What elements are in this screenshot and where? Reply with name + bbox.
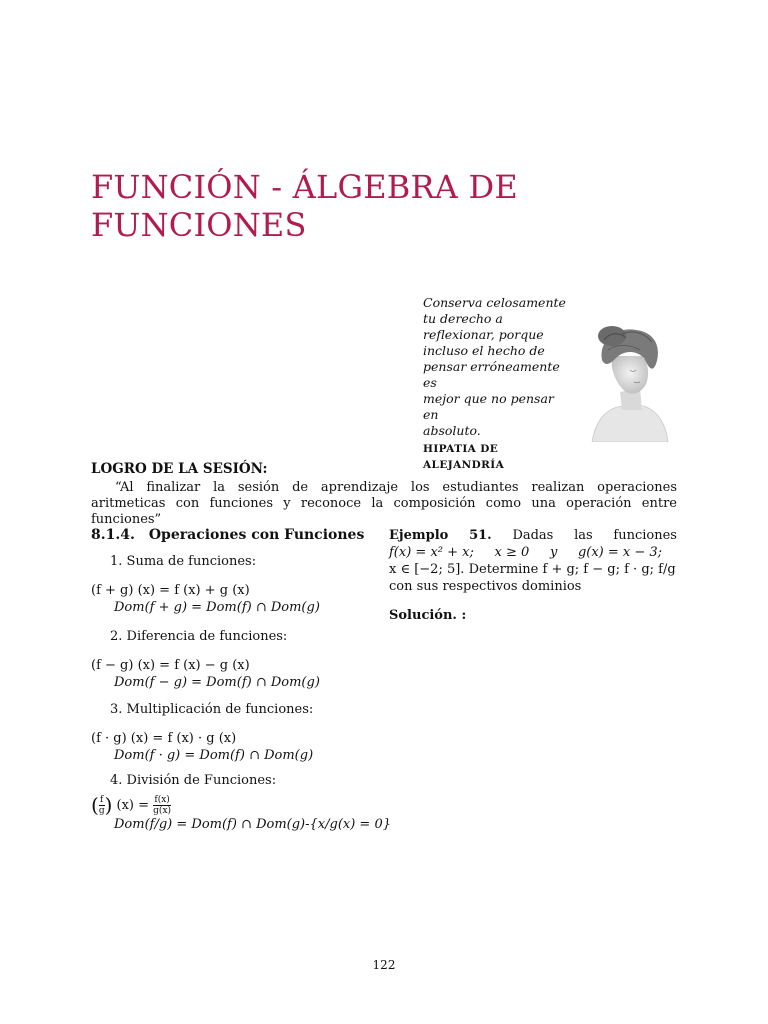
fraction [153,795,171,816]
operation-sum [91,553,371,616]
example-word: las [574,528,593,543]
operation-formula: (f + g) (x) = f (x) + g (x) [91,583,250,598]
operation-formula: (f − g) (x) = f (x) − g (x) [91,658,250,673]
quote-author-line: HIPATIA DE [423,443,499,455]
operation-label: 2. Diferencia de funciones: [110,629,288,644]
operation-domain: Dom(f · g) = Dom(f) ∩ Dom(g) [114,748,314,763]
quote-line: absoluto. [423,423,481,438]
operation-label: 4. División de Funciones: [110,773,277,788]
quote-author [423,441,573,473]
logro-heading: LOGRO DE LA SESIÓN: [91,461,268,477]
hypatia-portrait-image [582,322,672,442]
operation-label: 3. Multiplicación de funciones: [110,702,314,717]
formula-tail: (x) = [116,798,150,813]
operation-formula: (f · g) (x) = f (x) · g (x) [91,731,237,746]
quote-line: Conserva celosamente [423,295,566,310]
quote-line: pensar erróneamente es [423,359,560,390]
page-number: 122 [372,958,396,972]
example-functions: f(x) = x² + x; x ≥ 0 y g(x) = x − 3; [389,545,663,560]
example-number: 51. [469,528,492,543]
operation-label: 1. Suma de funciones: [110,554,257,569]
operation-domain: Dom(f + g) = Dom(f) ∩ Dom(g) [114,600,320,615]
quote-author-line: ALEJANDRÍA [423,459,505,471]
example-word: Dadas [512,528,554,543]
fraction-denominator: g(x) [153,806,172,816]
quote-line: mejor que no pensar en [423,391,554,422]
fraction-numerator: f [100,795,104,805]
example-block [389,527,677,624]
example-word: funciones [613,528,677,543]
example-first-line [389,527,677,544]
operation-product [91,701,371,764]
operation-difference [91,628,371,691]
operation-formula: ( $\frac{f}{g}$ ) (x) = $\frac{f(x)}{g(x)}$ [91,793,172,817]
fraction-numerator: f(x) [154,795,170,805]
quote-line: reflexionar, porque [423,327,544,342]
epigraph-quote [423,295,573,473]
quote-line: incluso el hecho de [423,343,545,358]
example-label: Ejemplo [389,528,449,543]
section-title: Operaciones con Funciones [148,527,365,543]
section-heading [91,527,364,543]
solution-heading: Solución. : [389,608,467,623]
example-domain-text: x ∈ [−2; 5]. Determine f + g; f − g; f · g; f/g [389,562,676,577]
operation-division [91,772,391,833]
logro-text: “Al finalizar la sesión de aprendizaje los estudiantes realizan operaciones aritmeticas con funciones y reconoce la composición como una operación entre funciones” [91,480,677,527]
operation-domain: Dom(f/g) = Dom(f) ∩ Dom(g)-{x/g(x) = 0} [114,817,391,832]
quote-line: tu derecho a [423,311,503,326]
fraction-denominator: g [98,806,105,816]
section-number: 8.1.4. [91,527,135,543]
page-title: FUNCIÓN - ÁLGEBRA DE FUNCIONES [91,168,518,244]
operation-domain: Dom(f − g) = Dom(f) ∩ Dom(g) [114,675,320,690]
example-text: con sus respectivos dominios [389,579,582,594]
